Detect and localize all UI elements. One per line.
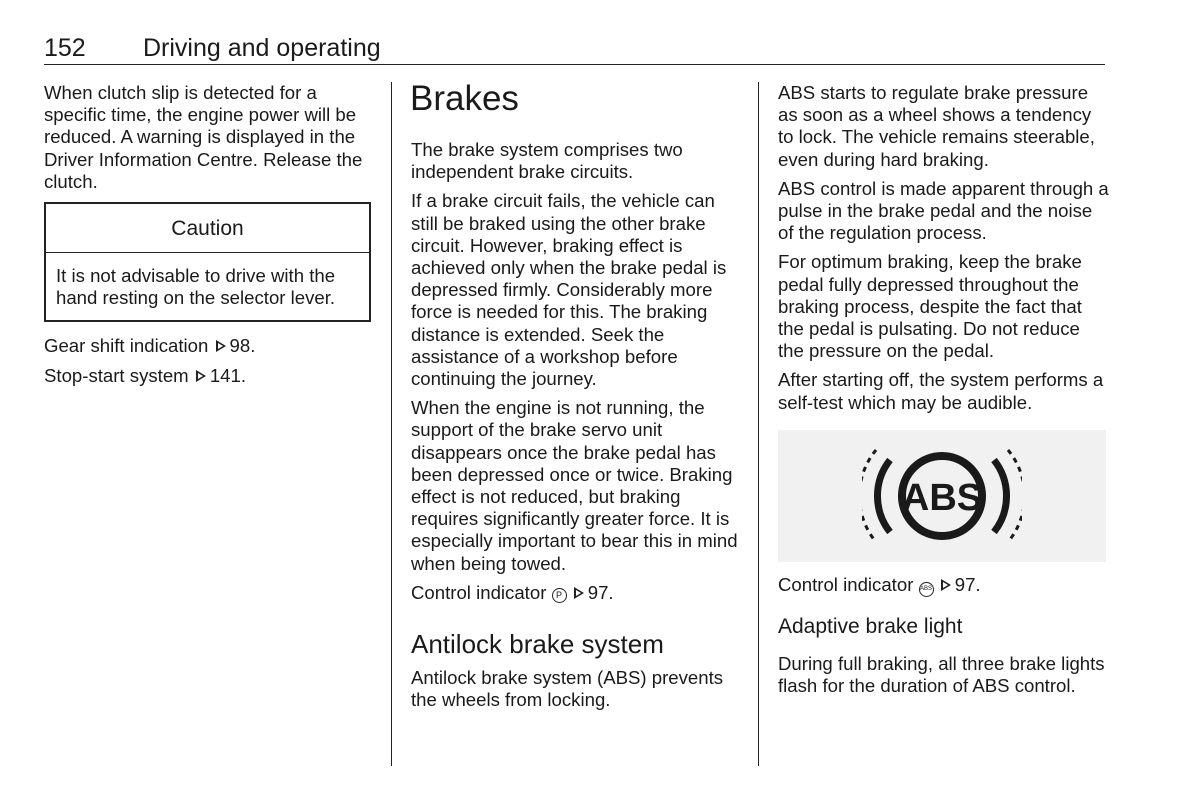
- control-indicator-brake-reference: [411, 582, 746, 604]
- page-number: 152: [44, 34, 86, 62]
- column-divider: [758, 82, 759, 766]
- brakes-heading: Brakes: [410, 79, 519, 118]
- abs-intro-paragraph: Antilock brake system (ABS) prevents the wheels from locking.: [411, 667, 724, 711]
- column-divider: [391, 82, 392, 766]
- cross-reference-arrow-icon: [941, 579, 951, 591]
- page-header: [44, 34, 1105, 65]
- abs-control-paragraph: ABS control is made apparent through a pulse in the brake pedal and the noise of the regulation process.: [778, 177, 1109, 244]
- brake-system-paragraph: The brake system comprises two independent brake circuits.: [411, 139, 683, 183]
- abs-heading: Antilock brake system: [411, 629, 664, 660]
- control-indicator-abs-reference: [778, 574, 1110, 597]
- gear-shift-page-link[interactable]: 98.: [229, 335, 256, 357]
- cross-reference-arrow-icon: [216, 340, 226, 352]
- abs-symbol-text: ABS: [901, 476, 983, 519]
- stop-start-label: Stop-start system: [44, 364, 189, 386]
- control-indicator-page-link[interactable]: 97.: [587, 581, 614, 603]
- parking-brake-indicator-icon: P: [552, 588, 567, 603]
- optimum-braking-paragraph: For optimum braking, keep the brake pedal fully depressed throughout the braking process, despite the fact that the pedal is pulsating. Do not reduce the pressure on the pedal.: [778, 251, 1082, 362]
- stop-start-reference: [44, 365, 374, 387]
- control-indicator-label: Control indicator: [411, 581, 547, 603]
- caution-box: [44, 202, 371, 322]
- cross-reference-arrow-icon: [196, 370, 206, 382]
- adaptive-brake-light-heading: Adaptive brake light: [778, 614, 963, 638]
- abs-regulate-paragraph: ABS starts to regulate brake pressure as soon as a wheel shows a tendency to lock. The vehicle remains steerable, even during hard braking.: [778, 82, 1095, 170]
- cross-reference-arrow-icon: [574, 587, 584, 599]
- self-test-paragraph: After starting off, the system performs a self-test which may be audible.: [778, 369, 1104, 413]
- column-middle: [410, 79, 746, 718]
- engine-not-running-paragraph: When the engine is not running, the support of the brake servo unit disappears once the brake pedal has been depressed once or twice. Braking effect is not reduced, but braking requires significantly greater force. It is especially important to bear this in mind when being towed.: [411, 397, 738, 574]
- caution-title: Caution: [46, 204, 369, 253]
- adaptive-brake-light-paragraph: During full braking, all three brake lights flash for the duration of ABS control.: [778, 652, 1105, 697]
- gear-shift-label: Gear shift indication: [44, 335, 209, 357]
- control-indicator-abs-page-link[interactable]: 97.: [954, 573, 981, 595]
- caution-text: It is not advisable to drive with the hand resting on the selector lever.: [56, 265, 336, 309]
- abs-indicator-icon: ABS: [919, 582, 934, 597]
- stop-start-page-link[interactable]: 141.: [209, 364, 247, 386]
- section-title: Driving and operating: [143, 34, 381, 62]
- gear-shift-reference: [44, 335, 374, 357]
- control-indicator-label: Control indicator: [778, 573, 914, 595]
- abs-warning-icon: [862, 436, 1022, 556]
- clutch-slip-paragraph: When clutch slip is detected for a specific time, the engine power will be reduced. A warning is displayed in the Driver Information Centre. Release the clutch.: [44, 82, 363, 192]
- column-right: [778, 82, 1110, 704]
- column-left: [44, 82, 374, 394]
- brake-circuit-paragraph: If a brake circuit fails, the vehicle can still be braked using the other brake circuit. However, braking effect is achieved only when the brake pedal is depressed firmly. Considerably more force is needed for this. The braking distance is extended. Seek the assistance of a workshop before continuing the journey.: [411, 190, 727, 390]
- abs-symbol-panel: [778, 430, 1106, 562]
